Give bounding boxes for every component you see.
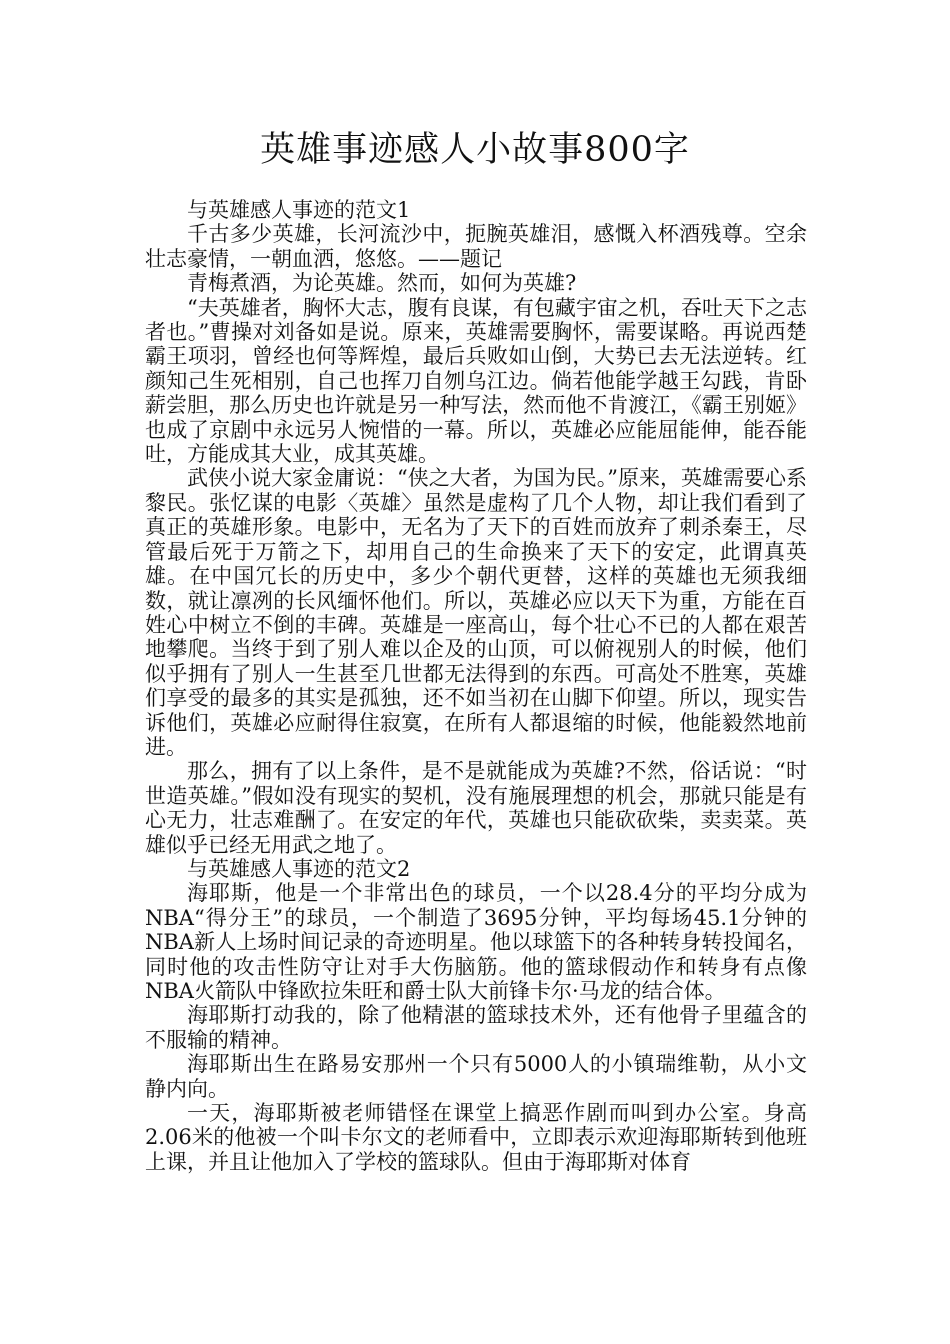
body-paragraph: 海耶斯，他是一个非常出色的球员，一个以28.4分的平均分成为NBA“得分王”的球员，一个制造了3695分钟，平均每场45.1分钟的NBA新人上场时间记录的奇迹明星。他以球篮下的各种转身转投闻名，同时他的攻击性防守让对手大伤脑筋。他的篮球假动作和转身有点像NBA火箭队中锋欧拉朱旺和爵士队大前锋卡尔·马龙的结合体。 xyxy=(145,881,807,1003)
body-paragraph: 海耶斯打动我的，除了他精湛的篮球技术外，还有他骨子里蕴含的不服输的精神。 xyxy=(145,1003,807,1052)
document-body xyxy=(145,198,807,1174)
body-paragraph: 一天，海耶斯被老师错怪在课堂上搞恶作剧而叫到办公室。身高2.06米的他被一个叫卡尔文的老师看中，立即表示欢迎海耶斯转到他班上课，并且让他加入了学校的篮球队。但由于海耶斯对体育 xyxy=(145,1101,807,1174)
body-paragraph: 那么，拥有了以上条件，是不是就能成为英雄?不然，俗话说：“时世造英雄。”假如没有现实的契机，没有施展理想的机会，那就只能是有心无力，壮志难酬了。在安定的年代，英雄也只能砍砍柴，卖卖菜。英雄似乎已经无用武之地了。 xyxy=(145,759,807,857)
body-paragraph: “夫英雄者，胸怀大志，腹有良谋，有包藏宇宙之机，吞吐天下之志者也。”曹操对刘备如是说。原来，英雄需要胸怀，需要谋略。再说西楚霸王项羽，曾经也何等辉煌，最后兵败如山倒，大势已去无法逆转。红颜知己生死相别，自己也挥刀自刎乌江边。倘若他能学越王勾践，肯卧薪尝胆，那么历史也许就是另一种写法，然而他不肯渡江，《霸王别姬》也成了京剧中永远另人惋惜的一幕。所以，英雄必应能屈能伸，能吞能吐，方能成其大业，成其英雄。 xyxy=(145,295,807,467)
document-title: 英雄事迹感人小故事800字 xyxy=(260,130,690,170)
section-heading: 与英雄感人事迹的范文1 xyxy=(187,198,411,222)
section-heading: 与英雄感人事迹的范文2 xyxy=(187,856,411,881)
body-paragraph: 青梅煮酒，为论英雄。然而，如何为英雄? xyxy=(187,271,577,296)
body-paragraph: 海耶斯出生在路易安那州一个只有5000人的小镇瑞维勒，从小文静内向。 xyxy=(145,1052,807,1101)
body-paragraph: 千古多少英雄，长河流沙中，扼腕英雄泪，感慨入杯酒残尊。空余壮志豪情，一朝血洒，悠悠。——题记 xyxy=(145,222,807,271)
body-paragraph: 武侠小说大家金庸说：“侠之大者，为国为民。”原来，英雄需要心系黎民。张忆谋的电影〈英雄〉虽然是虚构了几个人物，却让我们看到了真正的英雄形象。电影中，无名为了天下的百姓而放弃了刺杀秦王，尽管最后死于万箭之下，却用自己的生命换来了天下的安定，此谓真英雄。在中国冗长的历史中，多少个朝代更替，这样的英雄也无须我细数，就让凛冽的长风缅怀他们。所以，英雄必应以天下为重，方能在百姓心中树立不倒的丰碑。英雄是一座高山，每个壮心不已的人都在艰苦地攀爬。当终于到了别人难以企及的山顶，可以俯视别人的时候，他们似乎拥有了别人一生甚至几世都无法得到的东西。可高处不胜寒，英雄们享受的最多的其实是孤独，还不如当初在山脚下仰望。所以，现实告诉他们，英雄必应耐得住寂寞，在所有人都退缩的时候，他能毅然地前进。 xyxy=(145,466,807,759)
